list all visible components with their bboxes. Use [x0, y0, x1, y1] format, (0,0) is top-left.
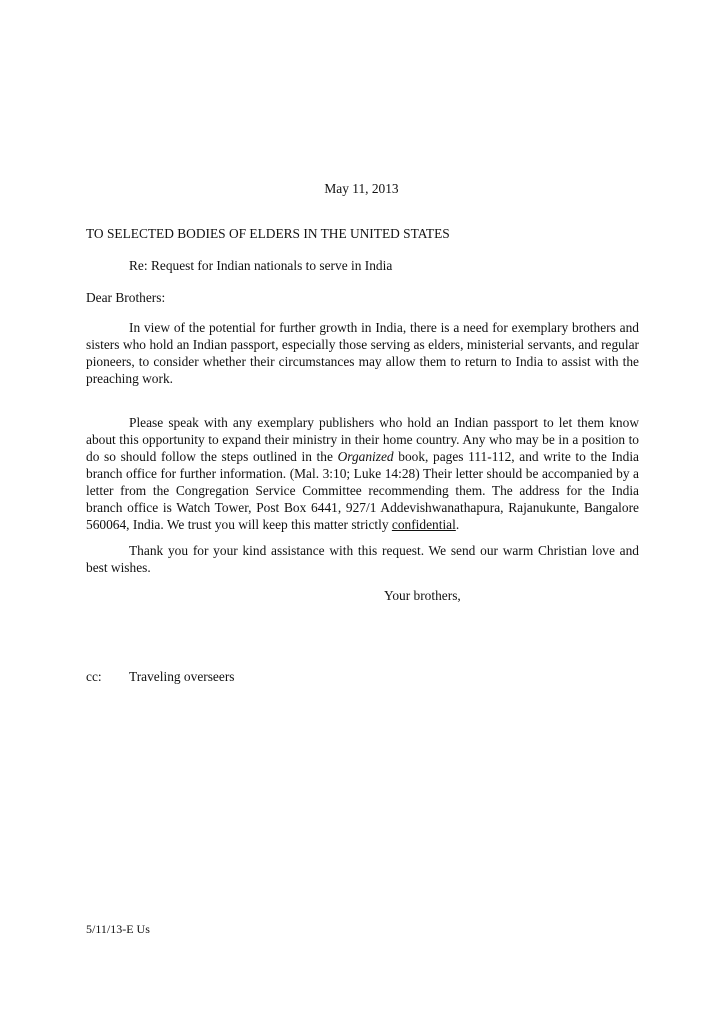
body-paragraph-1: In view of the potential for further growth in India, there is a need for exemplary brothers and sisters who hold an Indian passport, especially those serving as elders, ministerial servants, and regular pioneers, to consider whether their circumstances may allow them to return to India to assist with the preaching work.	[86, 320, 639, 386]
recipient-line: TO SELECTED BODIES OF ELDERS IN THE UNITED STATES	[86, 226, 450, 241]
organized-book-title: Organized	[337, 449, 394, 464]
salutation: Dear Brothers:	[86, 290, 166, 305]
cc-recipients: Traveling overseers	[129, 669, 235, 684]
cc-label: cc:	[86, 669, 102, 684]
body-paragraph-3: Thank you for your kind assistance with this request. We send our warm Christian love and best wishes.	[86, 543, 639, 575]
confidential-word: confidential	[391, 517, 456, 532]
document-code: 5/11/13-E Us	[86, 922, 150, 936]
paragraph-2-text-b: book, pages 111-112, and write to the India branch office for further information. (Mal. 3:10; Luke 14:28) Their letter should be accompanied by a letter from the Congregation Service Committee recommending them. The address for the India branch office is Watch Tower, Post Box 6441, 927/1 Addevishwanathapura, Rajanukunte, Bangalore 560064, India. We trust you will keep this matter strictly	[86, 449, 639, 532]
paragraph-2-text-a: Please speak with any exemplary publishers who hold an Indian passport to let them know about this opportunity to expand their ministry in their home country. Any who may be in a position to do so should follow the steps outlined in the	[86, 415, 639, 464]
cc-row	[86, 669, 235, 685]
body-paragraph-2	[86, 414, 639, 533]
closing-line: Your brothers,	[384, 588, 461, 603]
letter-date: May 11, 2013	[324, 181, 399, 196]
paragraph-2-text-c: .	[455, 517, 460, 532]
subject-line: Re: Request for Indian nationals to serve in India	[129, 258, 393, 273]
